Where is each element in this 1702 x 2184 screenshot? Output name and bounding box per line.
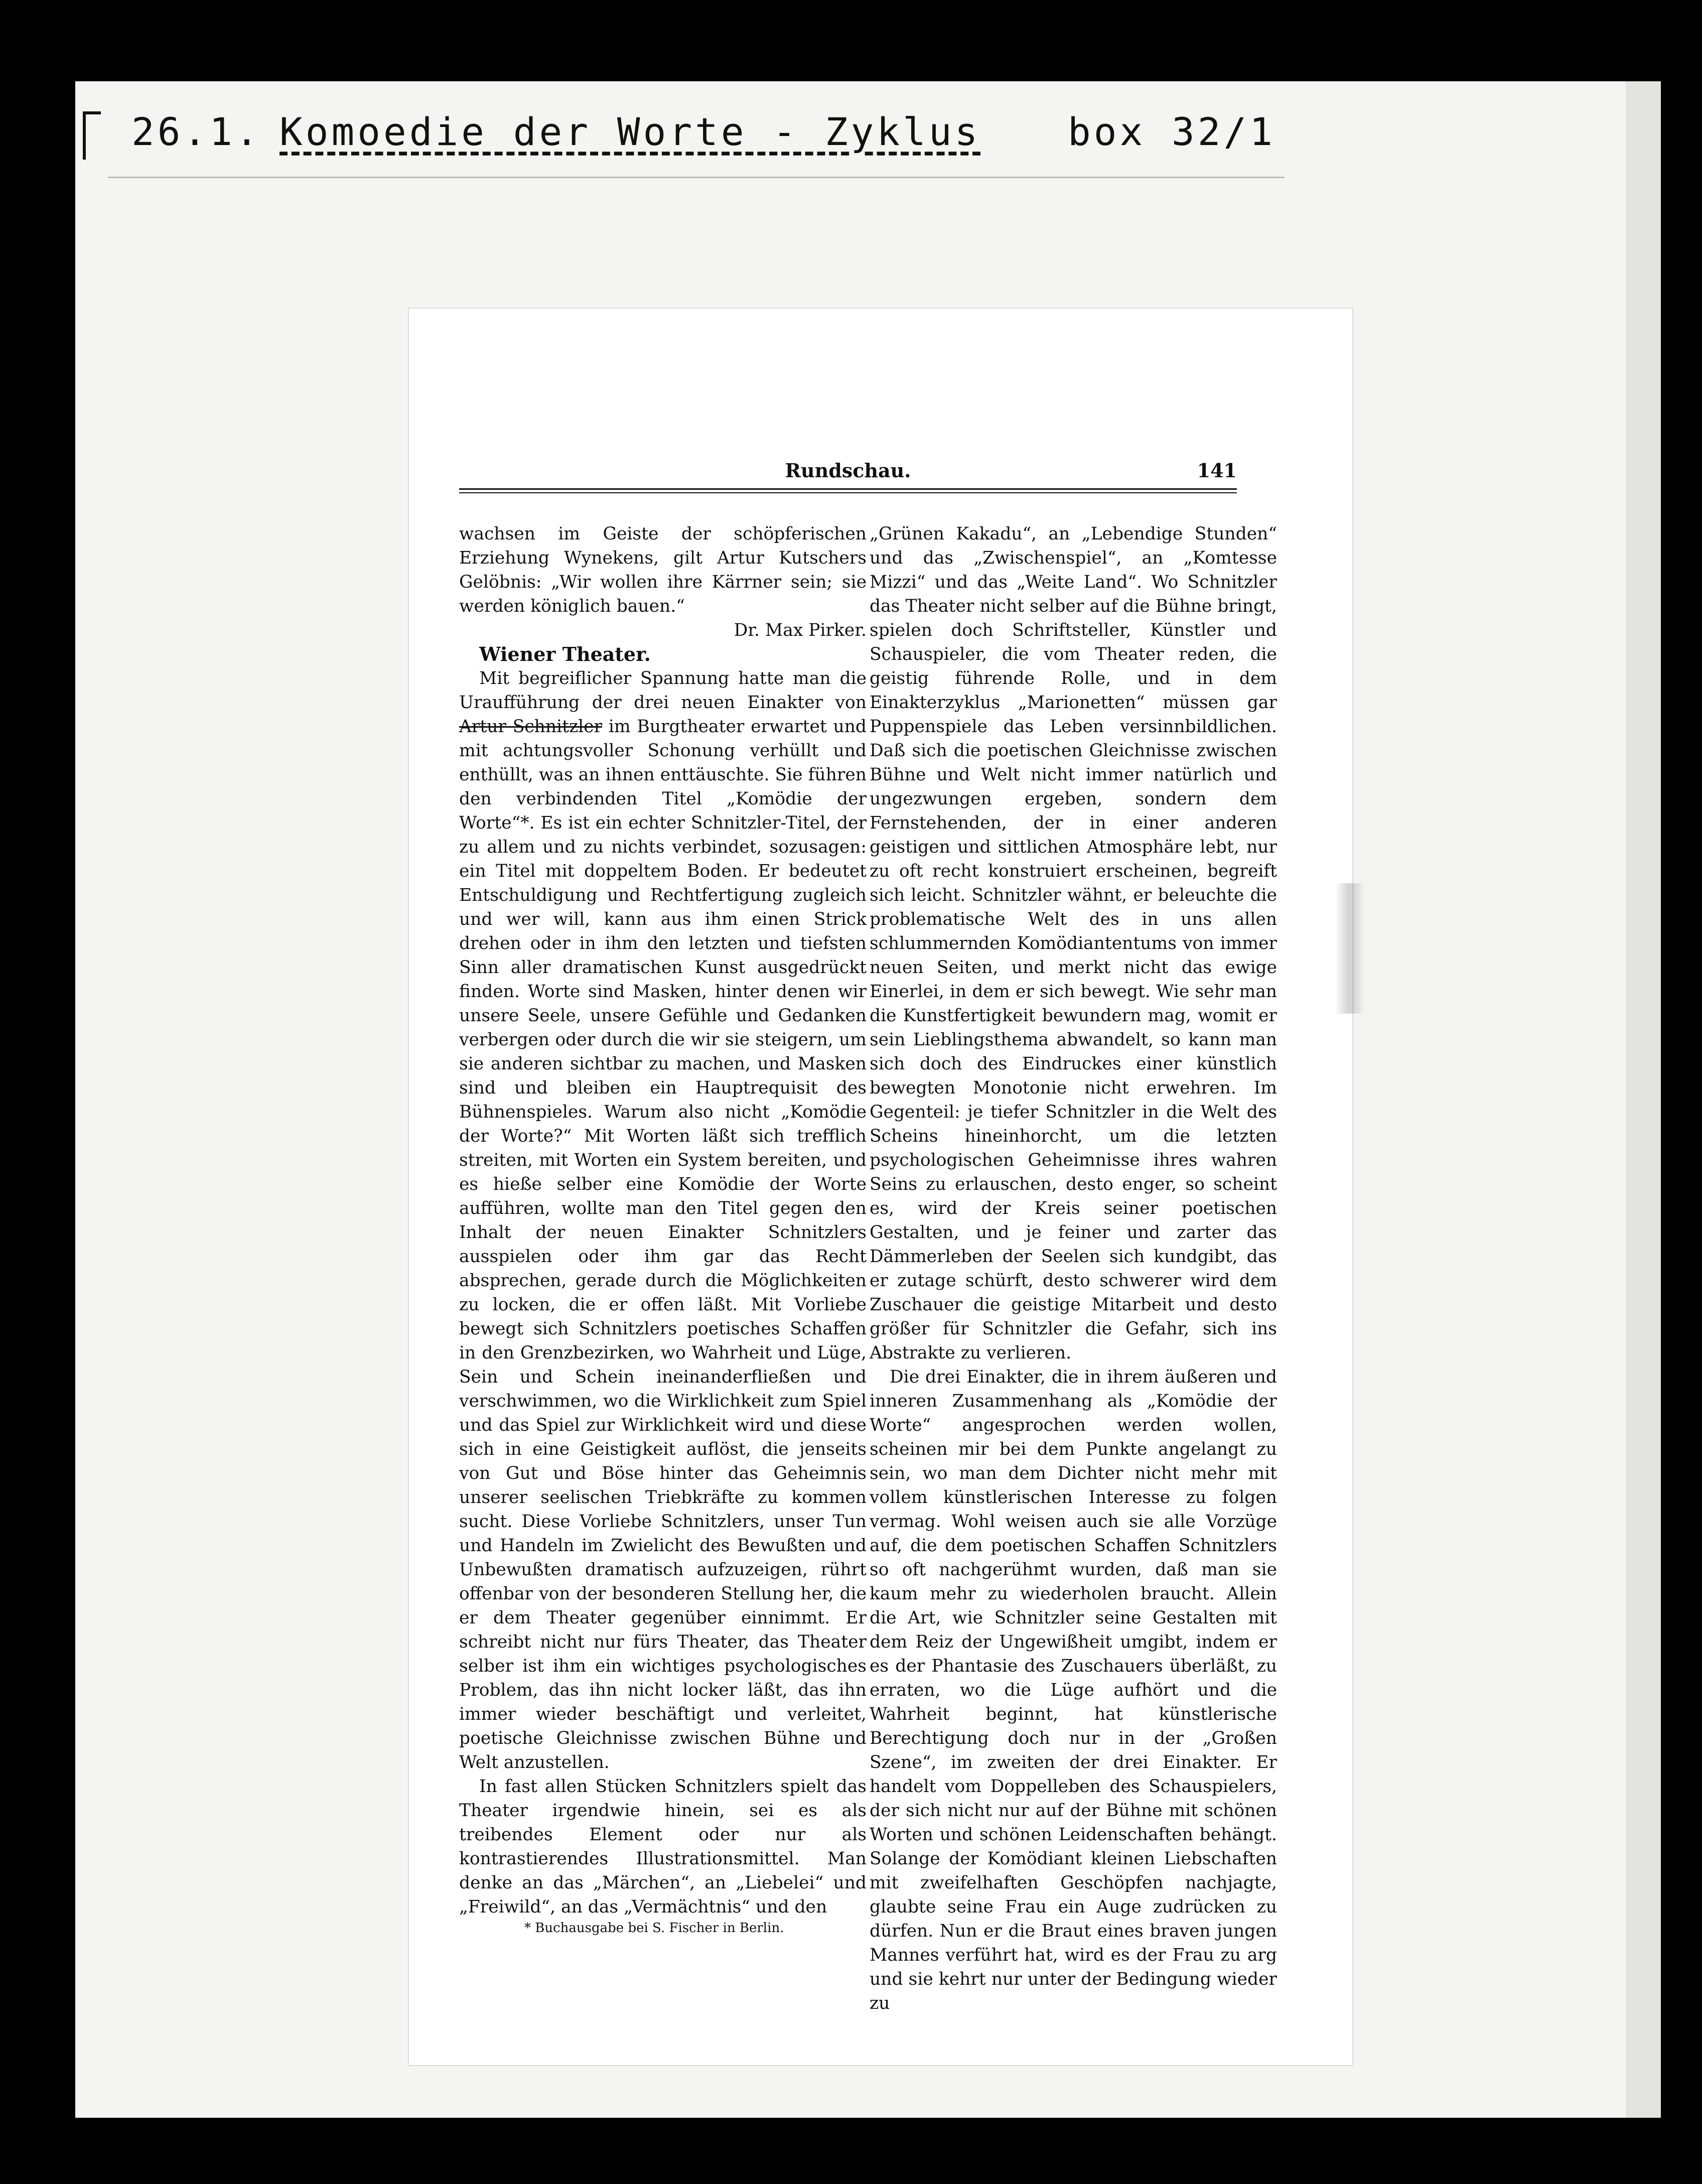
margin-annotation (1335, 883, 1365, 1014)
page-header (459, 459, 1237, 499)
footnote: * Buchausgabe bei S. Fischer in Berlin. (524, 1921, 784, 1936)
page-number: 141 (1197, 459, 1237, 482)
left-column (459, 522, 867, 1937)
paragraph-rest: im Burgtheater erwartet und mit achtungsvoller Schonung verhüllt und enthüllt, was an ihnen enttäuschte. Sie führen den verbindenden Titel „Komödie der Worte“*. Es ist ein echter Schnitzler-Titel, der zu allem und zu nichts verbindet, sozusagen: ein Titel mit doppeltem Boden. Er bedeutet Entschuldigung und Rechtfertigung zugleich und wer will, kann aus ihm einen Strick drehen oder in ihm den letzten und tiefsten Sinn aller dramatischen Kunst ausgedrückt finden. Worte sind Masken, hinter denen wir unsere Seele, unsere Gefühle und Gedanken verbergen oder durch die wir sie steigern, um sie anderen sichtbar zu machen, und Masken sind und bleiben ein Hauptrequisit des Bühnenspieles. Warum also nicht „Komödie der Worte?“ Mit Worten läßt sich trefflich streiten, mit Worten ein System bereiten, und es hieße selber eine Komödie der Worte aufführen, wollte man den Titel gegen den Inhalt der neuen Einakter Schnitzlers ausspielen oder ihm gar das Recht absprechen, gerade durch die Möglichkeiten zu locken, die er offen läßt. Mit Vorliebe bewegt sich Schnitzlers poetisches Schaffen in den Grenzbezirken, wo Wahrheit und Lüge, Sein und Schein ineinanderfließen und verschwimmen, wo die Wirklichkeit zum Spiel und das Spiel zur Wirklichkeit wird und diese sich in eine Geistigkeit auflöst, die jenseits von Gut und Böse hinter das Geheimnis unserer seelischen Triebkräfte zu kommen sucht. Diese Vorliebe Schnitzlers, unser Tun und Handeln im Zwielicht des Bewußten und Unbewußten dramatisch aufzuzeigen, rührt offenbar von der besonderen Stellung her, die er dem Theater gegenüber einnimmt. Er schreibt nicht nur fürs Theater, das Theater selber ist ihm ein wichtiges psychologisches Problem, das ihn nicht locker läßt, das ihn immer wieder beschäftigt und verleitet, poetische Gleichnisse zwischen Bühne und Welt anzustellen. (459, 717, 867, 1772)
article-paragraph: In fast allen Stücken Schnitzlers spielt das Theater irgendwie hinein, sei es als treibendes Element oder nur als kontrastierendes Illustrationsmittel. Man denke an das „Märchen“, an „Liebelei“ und „Freiwild“, an das „Vermächtnis“ und den (459, 1777, 867, 1917)
article-paragraph: „Grünen Kakadu“, an „Lebendige Stunden“ und das „Zwischenspiel“, an „Komtesse Mizzi“ und das „Weite Land“. Wo Schnitzler das Theater nicht selber auf die Bühne bringt, spielen doch Schriftsteller, Künstler und Schauspieler, die vom Theater reden, die geistig führende Rolle, und in dem Einakterzyklus „Marionetten“ müssen gar Puppenspiele das Leben versinnbildlichen. Daß sich die poetischen Gleichnisse zwischen Bühne und Welt nicht immer natürlich und ungezwungen ergeben, sondern dem Fernstehenden, der in einer anderen geistigen und sittlichen Atmosphäre lebt, nur zu oft recht konstruiert erscheinen, begreift sich leicht. Schnitzler wähnt, er beleuchte die problematische Welt des in uns allen schlummernden Komödiantentums von immer neuen Seiten, und merkt nicht das ewige Einerlei, in dem er sich bewegt. Wie sehr man die Kunstfertigkeit bewundern mag, womit er sein Lieblingsthema abwandelt, so kann man sich doch des Eindruckes einer künstlich bewegten Monotonie nicht erwehren. Im Gegenteil: je tiefer Schnitzler in die Welt des Scheins hineinhorcht, um die letzten psychologischen Geheimnisse ihres wahren Seins zu erlauschen, desto enger, so scheint es, wird der Kreis seiner poetischen Gestalten, und je feiner und zarter das Dämmerleben der Seelen sich kundgibt, das er zutage schürft, desto schwerer wird dem Zuschauer die geistige Mitarbeit und desto größer für Schnitzler die Gefahr, sich ins Abstrakte zu verlieren. (870, 524, 1277, 1363)
crop-mark (83, 111, 101, 160)
author-signature: Dr. Max Pirker. (734, 620, 867, 640)
intro-paragraph: wachsen im Geiste der schöpferischen Erziehung Wynekens, gilt Artur Kutschers Gelöbnis: „Wir wollen ihre Kärrner sein; sie werden königlich bauen.“ (459, 524, 867, 616)
newspaper-clipping (409, 309, 1352, 2065)
running-head: Rundschau. (785, 459, 911, 482)
archive-header (131, 109, 1486, 165)
struck-name: Artur Schnitzler (459, 717, 603, 737)
right-column (870, 522, 1277, 2015)
paragraph-start: Mit begreiflicher Spannung hatte man die Uraufführung der drei neuen Einakter von (459, 668, 867, 713)
page-rule (459, 488, 1237, 493)
header-box: box 32/1 (1068, 109, 1276, 154)
header-divider (108, 177, 1285, 178)
header-number: 26.1. (131, 109, 261, 154)
article-paragraph (459, 666, 867, 1774)
header-title: Komoedie der Worte - Zyklus (279, 109, 981, 154)
section-title: Wiener Theater. (479, 643, 651, 665)
article-paragraph: Die drei Einakter, die in ihrem äußeren und inneren Zusammenhang als „Komödie der Worte“ angesprochen werden wollen, scheinen mir bei dem Punkte angelangt zu sein, wo man dem Dichter nicht mehr mit vollem künstlerischen Interesse zu folgen vermag. Wohl weisen auch sie alle Vorzüge auf, die dem poetischen Schaffen Schnitzlers so oft nachgerühmt wurden, daß man sie kaum mehr zu wiederholen braucht. Allein die Art, wie Schnitzler seine Gestalten mit dem Reiz der Ungewißheit umgibt, indem er es der Phantasie des Zuschauers überläßt, zu erraten, wo die Lüge aufhört und die Wahrheit beginnt, hat künstlerische Berechtigung doch nur in der „Großen Szene“, im zweiten der drei Einakter. Er handelt vom Doppelleben des Schauspielers, der sich nicht nur auf der Bühne mit schönen Worten und schönen Leidenschaften behängt. Solange der Komödiant kleinen Liebschaften mit zweifelhaften Geschöpfen nachjagte, glaubte seine Frau ein Auge zudrücken zu dürfen. Nun er die Braut eines braven jungen Mannes verführt hat, wird es der Frau zu arg und sie kehrt nur unter der Bedingung wieder zu (870, 1367, 1277, 2013)
